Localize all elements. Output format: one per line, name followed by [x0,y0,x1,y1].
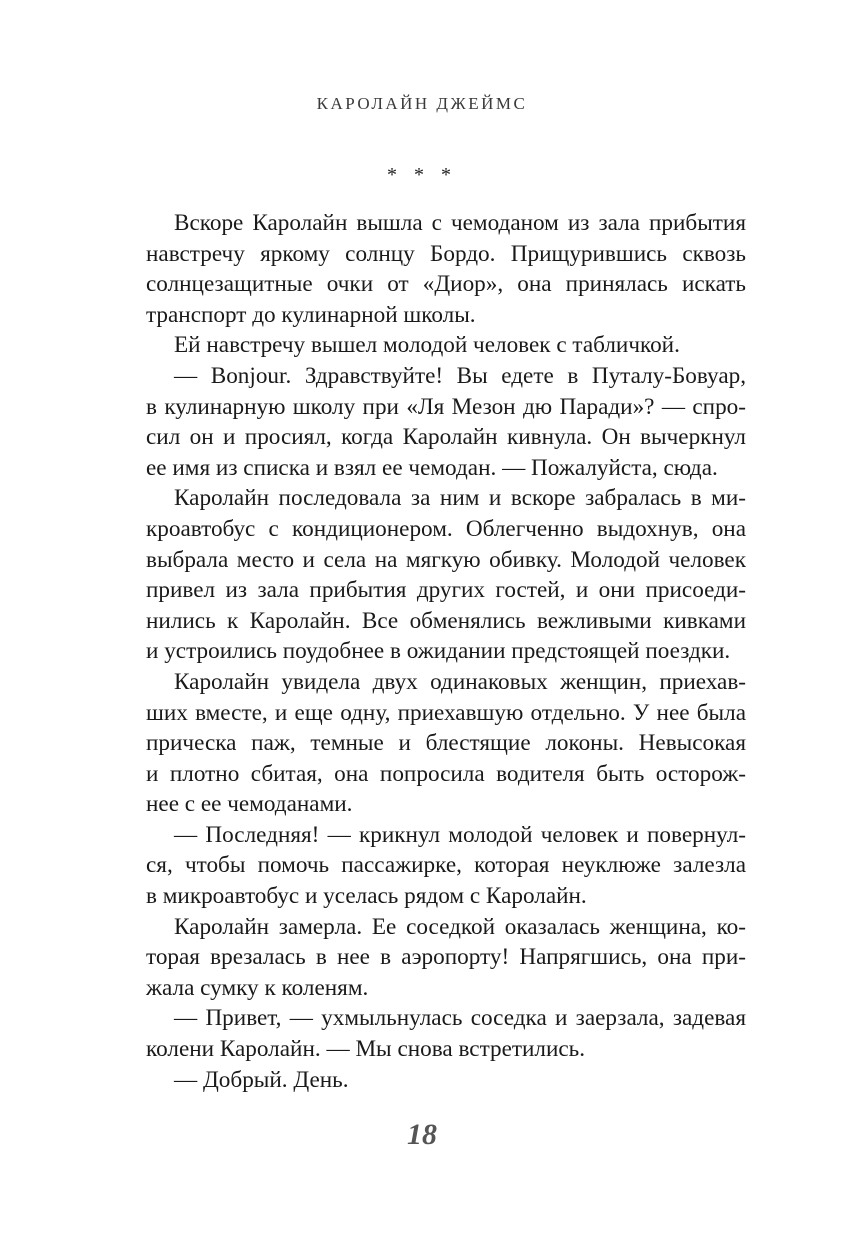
text-line: — Привет, — ухмыльнулась соседка и заерзала, задевая [174,1005,746,1032]
text-line: Вскоре Каролайн вышла с чемоданом из зала прибытия [174,210,746,236]
text-line: нее с ее чемоданами. [146,791,353,818]
paragraph [146,667,746,820]
text-line: торая врезалась в нее в аэропорту! Напрягшись, она при- [146,944,746,971]
body-text [146,208,746,1095]
text-line: выбрала место и села на мягкую обивку. Молодой человек [146,546,746,573]
text-line: Каролайн последовала за ним и вскоре забралась в ми- [174,485,746,512]
text-line: прическа паж, темные и блестящие локоны. Невысокая [146,730,746,757]
text-line: Каролайн замерла. Ее соседкой оказалась женщина, ко- [174,913,746,940]
text-line: жала сумку к коленям. [146,974,369,1001]
text-line: сил он и просиял, когда Каролайн кивнула. Он вычеркнул [146,424,746,451]
paragraph [146,208,746,330]
text-line: ее имя из списка и взял ее чемодан. — Пожалуйста, сюда. [146,454,718,481]
paragraph [146,820,746,912]
text-line: в микроавтобус и уселась рядом с Каролайн. [146,883,587,910]
page-number: 18 [407,1118,437,1151]
paragraph [146,483,746,667]
text-line: Каролайн увидела двух одинаковых женщин, приехав- [174,668,746,695]
paragraph [146,361,746,483]
text-line: и плотно сбитая, она попросила водителя быть осторож- [146,760,746,787]
running-header: КАРОЛАЙН ДЖЕЙМС [316,94,528,113]
text-line: транспорт до кулинарной школы. [146,301,476,328]
text-line: навстречу яркому солнцу Бордо. Прищурившись сквозь [146,240,746,267]
text-line: ся, чтобы помочь пассажирке, которая неуклюже залезла [146,852,746,879]
text-line: кроавтобус с кондиционером. Облегченно выдохнув, она [146,515,746,542]
paragraph [146,1003,746,1064]
text-line: солнцезащитные очки от «Диор», она принялась искать [146,271,746,298]
text-line: привел из зала прибытия других гостей, и они присоеди- [146,577,746,604]
text-line: Ей навстречу вышел молодой человек с табличкой. [174,332,680,359]
paragraph [146,1065,746,1096]
text-line: нились к Каролайн. Все обменялись вежливыми кивками [146,607,746,634]
paragraph [146,330,746,361]
text-line: — Последняя! — крикнул молодой человек и повернул- [174,821,746,848]
text-line: — Bonjour. Здравствуйте! Вы едете в Путалу-Бовуар, [174,362,746,389]
text-line: колени Каролайн. — Мы снова встретились. [146,1036,586,1063]
text-line: и устроились поудобнее в ожидании предстоящей поездки. [146,638,731,665]
text-line: — Добрый. День. [174,1066,349,1093]
paragraph [146,912,746,1004]
section-separator: * * * [387,164,457,186]
text-line: ших вместе, и еще одну, приехавшую отдельно. У нее была [146,699,746,726]
text-line: в кулинарную школу при «Ля Мезон дю Паради»? — спро- [146,393,746,420]
